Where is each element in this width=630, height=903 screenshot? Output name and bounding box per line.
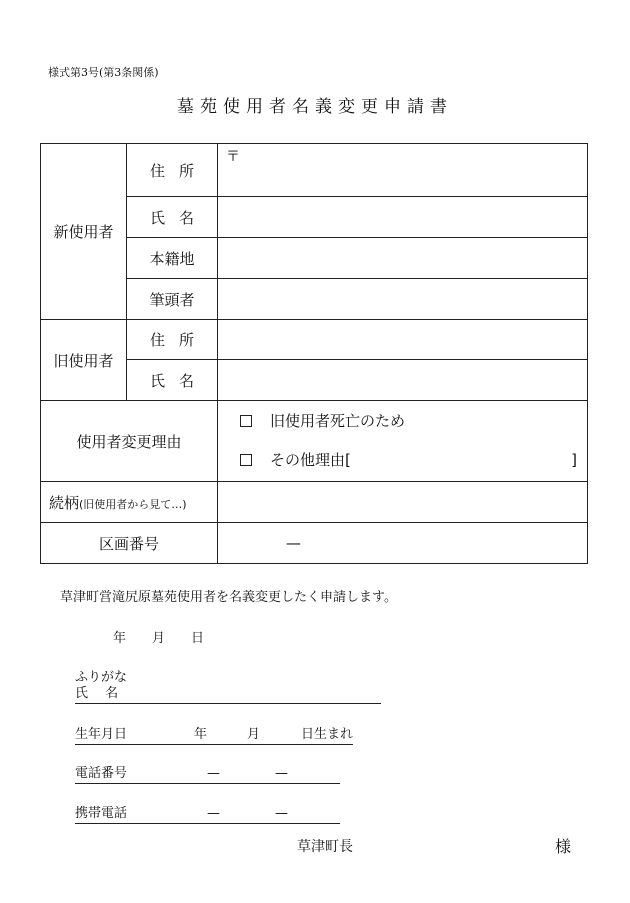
new-user-name-field[interactable] xyxy=(218,197,588,238)
reason-option-deceased-label: 旧使用者死亡のため xyxy=(270,412,406,430)
old-user-address-label: 住所 xyxy=(127,320,218,360)
plot-number-field[interactable] xyxy=(218,523,588,564)
relationship-field[interactable] xyxy=(218,482,588,523)
old-user-address-field[interactable] xyxy=(218,320,588,360)
bracket-close: ] xyxy=(571,451,577,469)
new-user-domicile-field[interactable] xyxy=(218,238,588,279)
applicant-phone-line[interactable] xyxy=(75,765,340,784)
new-user-head-label: 筆頭者 xyxy=(127,279,218,320)
reason-label: 使用者変更理由 xyxy=(41,401,218,482)
new-user-group-label: 新使用者 xyxy=(41,144,127,320)
birth-label: 生年月日 xyxy=(75,727,128,742)
reason-option-other-label: その他理由[ xyxy=(270,451,351,469)
honorific: 様 xyxy=(555,837,572,856)
phone-dash-1: — xyxy=(207,766,220,781)
mobile-label: 携帯電話 xyxy=(75,806,128,821)
old-user-name-field[interactable] xyxy=(218,360,588,401)
document-title: 墓苑使用者名義変更申請書 xyxy=(177,97,453,117)
phone-label: 電話番号 xyxy=(75,766,128,781)
old-user-name-label: 氏名 xyxy=(127,360,218,401)
new-user-name-label: 氏名 xyxy=(127,197,218,238)
relationship-label-main: 続柄 xyxy=(49,493,80,512)
relationship-label xyxy=(41,482,218,523)
form-number: 様式第3号(第3条関係) xyxy=(48,66,159,79)
plot-number-label: 区画番号 xyxy=(41,523,218,564)
mobile-dash-1: — xyxy=(207,806,220,821)
date-day: 日 xyxy=(191,631,205,646)
birth-year: 年 xyxy=(194,727,208,742)
application-date xyxy=(113,627,230,646)
new-user-address-label: 住所 xyxy=(127,144,218,197)
checkbox-icon[interactable] xyxy=(240,415,252,427)
addressee: 草津町長 xyxy=(297,839,353,855)
applicant-birth-line[interactable] xyxy=(75,726,353,745)
mobile-dash-2: — xyxy=(275,806,288,821)
plot-number-dash: — xyxy=(286,534,301,552)
postal-mark: 〒 xyxy=(226,149,240,165)
birth-month: 月 xyxy=(247,727,261,742)
date-year: 年 xyxy=(113,631,127,646)
phone-dash-2: — xyxy=(275,766,288,781)
new-user-head-field[interactable] xyxy=(218,279,588,320)
new-user-address-field[interactable] xyxy=(218,144,588,197)
reason-option-other[interactable] xyxy=(240,441,587,480)
old-user-group-label: 旧使用者 xyxy=(41,320,127,401)
birth-suffix: 日生まれ xyxy=(301,727,354,742)
application-table xyxy=(40,143,588,564)
applicant-name-label: 氏 名 xyxy=(75,686,119,701)
applicant-name-line[interactable] xyxy=(75,685,381,704)
reason-options xyxy=(218,401,588,482)
date-month: 月 xyxy=(152,631,166,646)
new-user-domicile-label: 本籍地 xyxy=(127,238,218,279)
reason-option-deceased[interactable] xyxy=(240,402,587,441)
checkbox-icon[interactable] xyxy=(240,454,252,466)
furigana-label: ふりがな xyxy=(75,670,128,685)
applicant-mobile-line[interactable] xyxy=(75,805,340,824)
relationship-label-note: (旧使用者から見て…) xyxy=(79,497,187,511)
application-statement: 草津町営滝尻原墓苑使用者を名義変更したく申請します。 xyxy=(60,590,397,605)
